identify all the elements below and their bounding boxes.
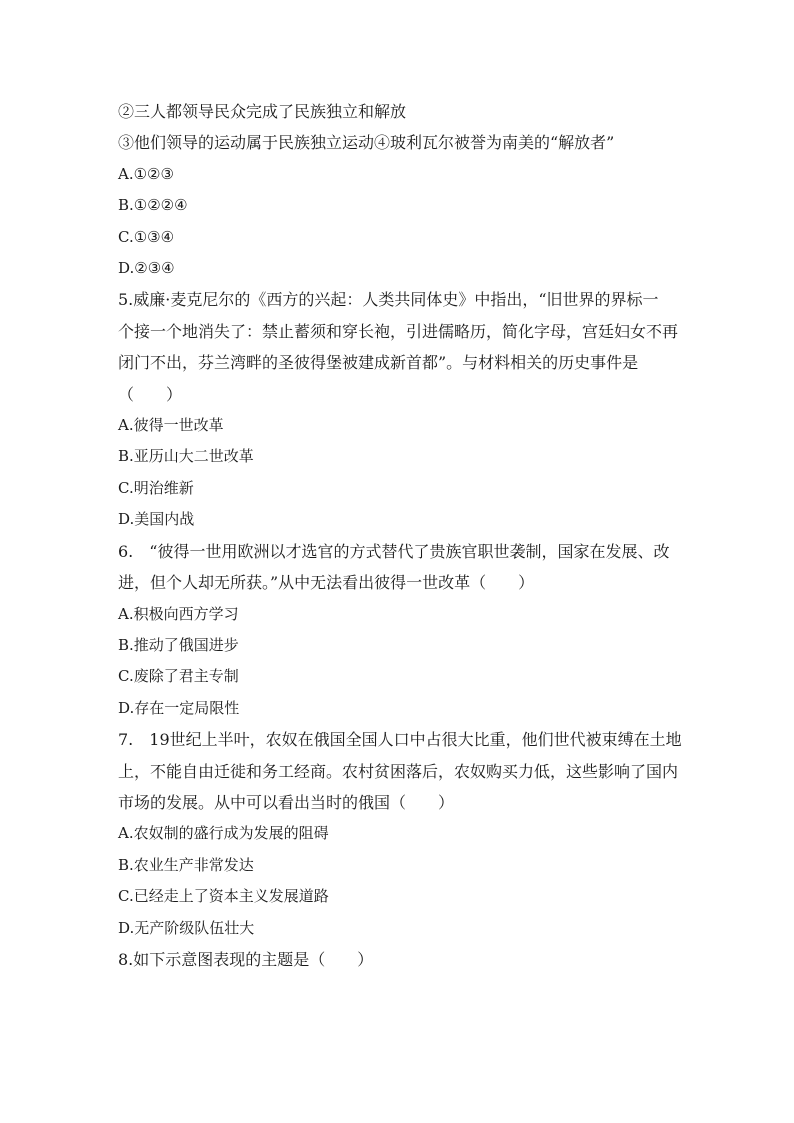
q4-option-d: D.②③④ <box>118 259 175 278</box>
q4-statement-3-4: ③他们领导的运动属于民族独立运动④玻利瓦尔被誉为南美的“解放者” <box>118 133 615 153</box>
q8-stem-line-1: 8.如下示意图表现的主题是（ ） <box>118 949 374 969</box>
q6-option-a: A.积极向西方学习 <box>118 604 239 623</box>
q6-option-c: C.废除了君主专制 <box>118 667 239 686</box>
q6-option-b: B.推动了俄国进步 <box>118 635 239 654</box>
q7-option-c: C.已经走上了资本主义发展道路 <box>118 887 329 906</box>
q5-option-d: D.美国内战 <box>118 510 195 529</box>
q6-option-d: D.存在一定局限性 <box>118 698 240 717</box>
q7-option-d: D.无产阶级队伍壮大 <box>118 918 255 937</box>
q7-stem-line-2: 上，不能自由迁徙和务工经商。农村贫困落后，农奴购买力低，这些影响了国内 <box>118 761 679 781</box>
q4-statement-2: ②三人都领导民众完成了民族独立和解放 <box>118 102 407 121</box>
q7-option-b: B.农业生产非常发达 <box>118 855 254 874</box>
q5-option-b: B.亚历山大二世改革 <box>118 447 254 466</box>
q5-stem-line-2: 个接一个地消失了：禁止蓄须和穿长袍，引进儒略历，简化字母，宫廷妇女不再 <box>118 321 679 341</box>
q5-stem-line-4: （ ） <box>118 384 183 404</box>
q6-stem-line-2: 进，但个人却无所获。”从中无法看出彼得一世改革（ ） <box>118 573 535 593</box>
q6-stem-line-1: 6. “彼得一世用欧洲以才选官的方式替代了贵族官职世袭制，国家在发展、改 <box>118 541 670 561</box>
q4-option-b: B.①②②④ <box>118 196 188 215</box>
q4-option-c: C.①③④ <box>118 227 175 246</box>
q7-stem-line-3: 市场的发展。从中可以看出当时的俄国（ ） <box>118 792 455 812</box>
q4-option-a: A.①②③ <box>118 164 174 183</box>
q5-option-a: A.彼得一世改革 <box>118 416 224 435</box>
q7-stem-line-1: 7. 19世纪上半叶，农奴在俄国全国人口中占很大比重，他们世代被束缚在土地 <box>118 730 682 750</box>
q5-stem-line-3: 闭门不出，芬兰湾畔的圣彼得堡被建成新首都”。与材料相关的历史事件是 <box>118 353 639 373</box>
q7-option-a: A.农奴制的盛行成为发展的阻碍 <box>118 824 329 843</box>
q5-option-c: C.明治维新 <box>118 478 194 497</box>
document-page <box>118 96 682 975</box>
q5-stem-line-1: 5.威廉·麦克尼尔的《西方的兴起：人类共同体史》中指出，“旧世界的界标一 <box>118 290 659 310</box>
